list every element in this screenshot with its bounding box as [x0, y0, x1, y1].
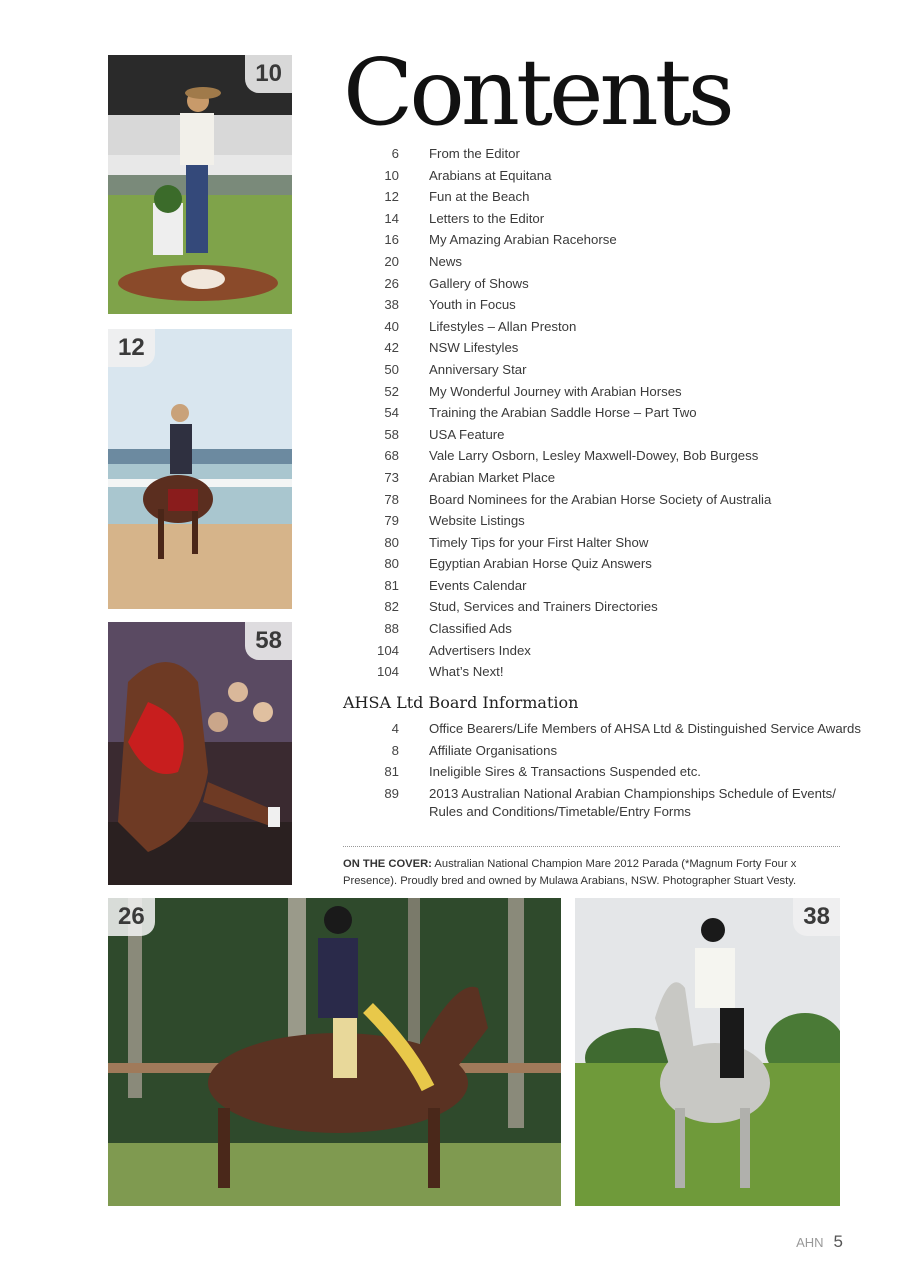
toc-page-number: 42 — [384, 340, 399, 356]
page-badge: 58 — [245, 622, 292, 660]
toc-page-number: 89 — [384, 785, 399, 801]
page-footer — [796, 1232, 843, 1252]
toc-entry[interactable] — [343, 596, 863, 618]
toc-page-number: 78 — [384, 491, 399, 507]
toc-page-number: 104 — [376, 664, 399, 680]
toc-page-number: 50 — [384, 361, 399, 377]
toc-page-number: 20 — [384, 253, 399, 269]
toc-entry[interactable] — [343, 742, 863, 761]
toc-entry-title: USA Feature — [429, 426, 505, 442]
divider — [343, 846, 840, 847]
toc-page-number: 68 — [384, 448, 399, 464]
toc-entry[interactable] — [343, 186, 863, 208]
gallery-photo-image — [108, 898, 561, 1206]
toc-entry-title: Office Bearers/Life Members of AHSA Ltd & Distinguished Service Awards — [429, 721, 861, 736]
toc-entry-title: Training the Arabian Saddle Horse – Part Two — [429, 405, 697, 421]
toc-entry[interactable] — [343, 661, 863, 683]
photo-equitana — [108, 55, 292, 314]
toc-page-number: 54 — [384, 405, 399, 421]
toc-entry-title: Vale Larry Osborn, Lesley Maxwell-Dowey, Bob Burgess — [429, 448, 759, 464]
toc-entry[interactable] — [343, 208, 863, 230]
toc-page-number: 81 — [384, 764, 399, 779]
toc-entry-title: Affiliate Organisations — [429, 742, 558, 758]
page-title: Contents — [343, 39, 731, 146]
toc-page-number: 6 — [391, 146, 399, 161]
toc-page-number: 79 — [384, 513, 399, 529]
toc-page-number: 81 — [384, 577, 399, 593]
toc-entry[interactable] — [343, 316, 863, 338]
toc-entry[interactable] — [343, 575, 863, 597]
toc-page-number: 16 — [384, 232, 399, 248]
table-of-contents — [343, 143, 863, 683]
toc-entry-title: Arabian Market Place — [429, 469, 556, 485]
equitana-photo-image — [108, 55, 292, 314]
toc-page-number: 73 — [384, 469, 399, 485]
toc-entry[interactable] — [343, 229, 863, 251]
toc-entry-title: Board Nominees for the Arabian Horse Society of Australia — [429, 491, 772, 507]
toc-entry[interactable] — [343, 763, 863, 782]
toc-entry[interactable] — [343, 381, 863, 403]
toc-entry-title: NSW Lifestyles — [429, 340, 519, 356]
toc-entry-title: Timely Tips for your First Halter Show — [429, 534, 649, 550]
page-badge: 12 — [108, 329, 155, 367]
usa-feature-photo-image — [108, 622, 292, 885]
toc-entry-title: Fun at the Beach — [429, 189, 530, 205]
toc-entry-title: Letters to the Editor — [429, 210, 545, 226]
toc-entry-title: From the Editor — [429, 146, 520, 161]
beach-photo-image — [108, 329, 292, 609]
toc-entry-title: Arabians at Equitana — [429, 167, 552, 183]
toc-entry-title: Youth in Focus — [429, 297, 516, 313]
toc-entry[interactable] — [343, 337, 863, 359]
toc-entry[interactable] — [343, 165, 863, 187]
toc-entry-title: Events Calendar — [429, 577, 527, 593]
toc-entry-title: Advertisers Index — [429, 642, 531, 658]
toc-entry[interactable] — [343, 510, 863, 532]
toc-page-number: 88 — [384, 621, 399, 637]
toc-page-number: 52 — [384, 383, 399, 399]
toc-page-number: 4 — [391, 721, 399, 736]
toc-entry[interactable] — [343, 402, 863, 424]
photo-beach — [108, 329, 292, 609]
toc-entry[interactable] — [343, 553, 863, 575]
toc-page-number: 104 — [376, 642, 399, 658]
magazine-name: AHN — [796, 1235, 824, 1250]
toc-entry-title: Stud, Services and Trainers Directories — [429, 599, 658, 615]
toc-page-number: 80 — [384, 534, 399, 550]
toc-entry-title: 2013 Australian National Arabian Championships Schedule of Events/ Rules and Conditions/Timetable/Entry Forms — [429, 785, 836, 819]
toc-entry-title: Anniversary Star — [429, 361, 527, 377]
toc-entry[interactable] — [343, 720, 863, 739]
toc-entry-title: My Wonderful Journey with Arabian Horses — [429, 383, 682, 399]
toc-entry[interactable] — [343, 424, 863, 446]
toc-entry[interactable] — [343, 785, 863, 822]
toc-entry[interactable] — [343, 273, 863, 295]
toc-entry-title: Ineligible Sires & Transactions Suspended etc. — [429, 764, 701, 779]
toc-page-number: 40 — [384, 318, 399, 334]
toc-entry[interactable] — [343, 445, 863, 467]
photo-usa-feature — [108, 622, 292, 885]
page-badge: 26 — [108, 898, 155, 936]
toc-entry[interactable] — [343, 618, 863, 640]
cover-note-label: ON THE COVER: — [343, 858, 432, 870]
youth-photo-image — [575, 898, 840, 1206]
toc-entry[interactable] — [343, 294, 863, 316]
toc-entry-title: Gallery of Shows — [429, 275, 529, 291]
toc-entry[interactable] — [343, 532, 863, 554]
toc-entry[interactable] — [343, 640, 863, 662]
toc-entry[interactable] — [343, 467, 863, 489]
toc-entry[interactable] — [343, 251, 863, 273]
toc-page-number: 8 — [391, 742, 399, 758]
toc-page-number: 58 — [384, 426, 399, 442]
cover-note — [343, 856, 840, 890]
toc-entry[interactable] — [343, 359, 863, 381]
toc-entry-title: What’s Next! — [429, 664, 504, 680]
toc-page-number: 82 — [384, 599, 399, 615]
toc-page-number: 38 — [384, 297, 399, 313]
toc-entry-title: Classified Ads — [429, 621, 512, 637]
toc-entry-title: Website Listings — [429, 513, 525, 529]
toc-page-number: 14 — [384, 210, 399, 226]
toc-page-number: 80 — [384, 556, 399, 572]
page-number: 5 — [833, 1232, 843, 1251]
toc-entry-title: Lifestyles – Allan Preston — [429, 318, 577, 334]
page-badge: 38 — [793, 898, 840, 936]
board-section-heading: AHSA Ltd Board Information — [343, 693, 579, 712]
cover-note-text: Australian National Champion Mare 2012 Parada (*Magnum Forty Four x Presence). Proudly bred and owned by Mulawa Arabians, NSW. Photographer Stuart Vesty. — [343, 858, 797, 887]
photo-gallery-of-shows — [108, 898, 561, 1206]
page-badge: 10 — [245, 55, 292, 93]
photo-youth-in-focus — [575, 898, 840, 1206]
toc-entry-title: Egyptian Arabian Horse Quiz Answers — [429, 556, 652, 572]
board-section-list — [343, 720, 863, 825]
toc-entry-title: My Amazing Arabian Racehorse — [429, 232, 617, 248]
toc-page-number: 10 — [384, 167, 399, 183]
toc-page-number: 12 — [384, 189, 399, 205]
toc-entry[interactable] — [343, 143, 863, 165]
toc-page-number: 26 — [384, 275, 399, 291]
toc-entry[interactable] — [343, 489, 863, 511]
toc-entry-title: News — [429, 253, 462, 269]
